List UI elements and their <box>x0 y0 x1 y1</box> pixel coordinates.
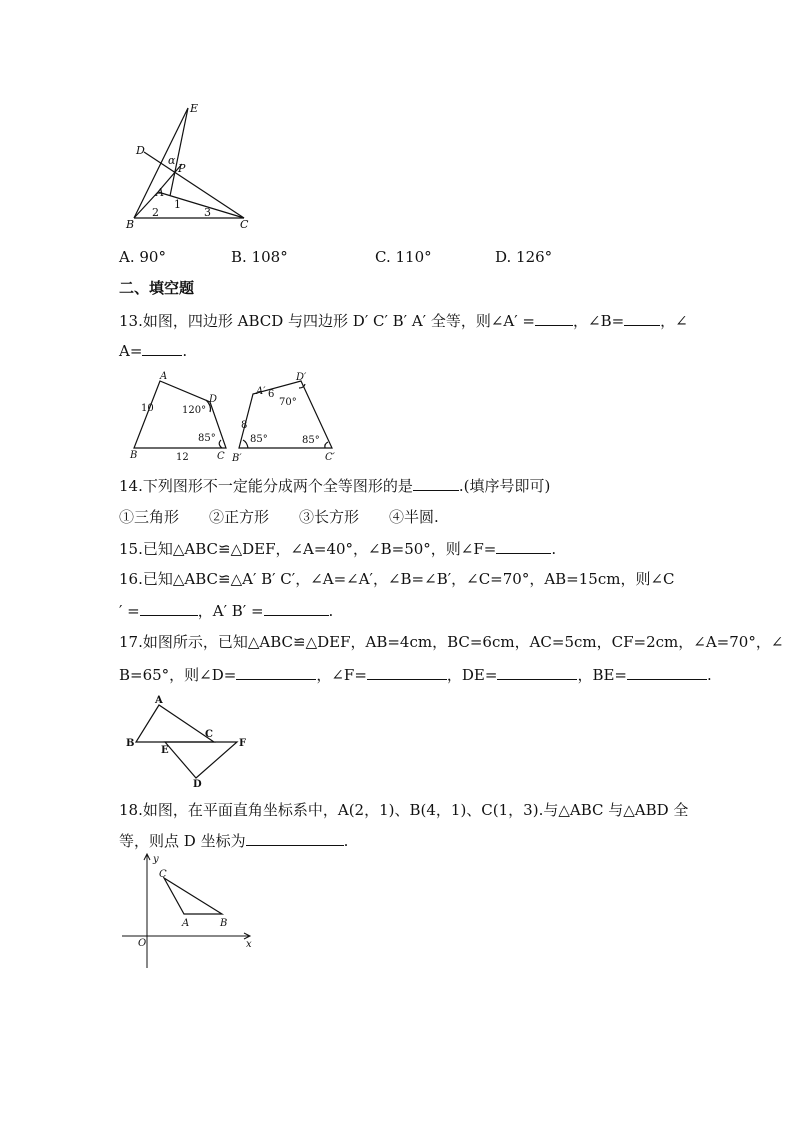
q13-right-c: C′ <box>325 452 335 463</box>
option-b: B. 108° <box>231 248 288 266</box>
q17-label-f: F <box>239 738 247 749</box>
q18-label-o: O <box>138 938 147 949</box>
label-1: 1 <box>174 198 181 211</box>
q13-blank-c[interactable] <box>142 340 182 356</box>
q17-label-c: C <box>205 729 213 740</box>
q17-line1: 17.如图所示，已知△ABC≌△DEF，AB=4cm，BC=6cm，AC=5cm，CF=2cm，∠A=70°，∠ <box>119 633 784 651</box>
label-e: E <box>190 102 199 115</box>
q18-figure <box>118 852 258 972</box>
label-a: A <box>156 186 164 199</box>
q13-side-10: 10 <box>141 403 154 414</box>
q15-line: 15.已知△ABC≌△DEF，∠A=40°，∠B=50°，则∠F= . <box>119 540 557 558</box>
q18-line1: 18.如图，在平面直角坐标系中，A(2，1)、B(4，1)、C(1，3).与△ABC 与△ABD 全 <box>119 801 689 819</box>
q13-blank-a[interactable] <box>535 310 573 326</box>
q13-right-a: A′ <box>256 386 266 397</box>
q13-side-6: 6 <box>268 389 275 400</box>
q18-blank[interactable] <box>246 830 344 846</box>
q18-label-x: x <box>246 939 252 950</box>
label-p: P <box>178 162 186 175</box>
q13-line1: 13.如图，四边形 ABCD 与四边形 D′ C′ B′ A′ 全等，则∠A′ = ，∠B= ，∠ <box>119 312 688 330</box>
q17-blank-de[interactable] <box>497 664 577 680</box>
q17-label-b: B <box>126 738 135 749</box>
q18-label-a: A <box>182 918 190 929</box>
label-2: 2 <box>152 206 159 219</box>
q13-figure <box>118 366 358 466</box>
q13-left-d: D <box>209 394 218 405</box>
q13-angle-85-left: 85° <box>198 433 216 444</box>
label-3: 3 <box>204 206 211 219</box>
q17-blank-d[interactable] <box>236 664 316 680</box>
q17-label-a: A <box>155 695 163 706</box>
q14-options: ①三角形 ②正方形 ③长方形 ④半圆. <box>119 508 439 526</box>
q16-line1: 16.已知△ABC≌△A′ B′ C′，∠A=∠A′，∠B=∠B′，∠C=70°，AB=15cm，则∠C <box>119 570 675 588</box>
q13-right-d: D′ <box>296 372 307 383</box>
q16-blank-b[interactable] <box>264 600 329 616</box>
label-d: D <box>136 144 145 157</box>
q14-blank[interactable] <box>413 475 459 491</box>
q13-angle-85-b: 85° <box>250 434 268 445</box>
q18-label-b: B <box>220 918 228 929</box>
q13-line2: A= . <box>119 342 188 360</box>
q13-angle-120: 120° <box>182 405 207 416</box>
label-b: B <box>126 218 135 231</box>
option-d: D. 126° <box>495 248 553 266</box>
label-c: C <box>240 218 249 231</box>
q13-right-b: B′ <box>232 453 242 464</box>
q13-side-12: 12 <box>176 452 189 463</box>
q13-angle-70: 70° <box>279 397 297 408</box>
q13-blank-b[interactable] <box>624 310 660 326</box>
q17-blank-f[interactable] <box>367 664 447 680</box>
option-c: C. 110° <box>375 248 432 266</box>
q13-left-b: B <box>130 450 138 461</box>
q13-left-c: C <box>217 451 225 462</box>
q14-line1: 14.下列图形不一定能分成两个全等图形的是 .(填序号即可) <box>119 477 551 495</box>
q13-side-8: 8 <box>241 420 248 431</box>
q15-blank[interactable] <box>496 538 551 554</box>
q12-figure <box>118 96 278 236</box>
q18-label-y: y <box>153 854 159 865</box>
q17-label-e: E <box>161 745 169 756</box>
q17-line2: B=65°，则∠D= ，∠F= ，DE= ，BE= . <box>119 666 712 684</box>
q13-left-a: A <box>160 371 168 382</box>
q18-line2: 等，则点 D 坐标为 . <box>119 832 349 850</box>
section-title: 二、填空题 <box>119 279 195 297</box>
q13-angle-85-c: 85° <box>302 435 320 446</box>
q17-blank-be[interactable] <box>627 664 707 680</box>
q18-label-c: C <box>159 869 167 880</box>
q16-blank-a[interactable] <box>140 600 198 616</box>
option-a: A. 90° <box>119 248 166 266</box>
q17-label-d: D <box>193 779 202 790</box>
label-alpha: α <box>168 154 176 167</box>
q17-figure <box>120 690 260 790</box>
q16-line2: ′ = ，A′ B′ = . <box>119 602 334 620</box>
